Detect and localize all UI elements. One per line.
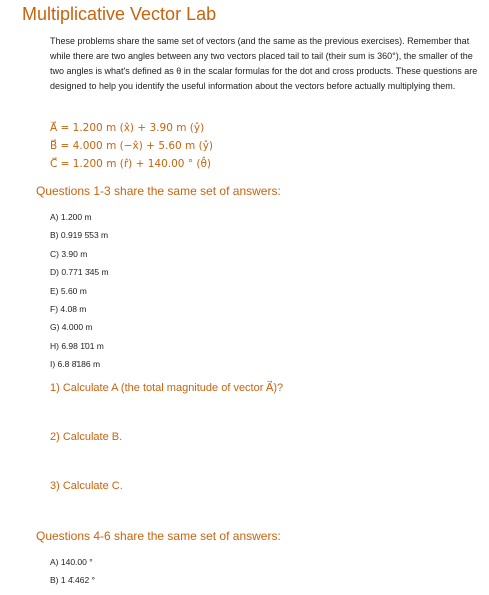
option-item: B) 0.919 5̄53 m bbox=[50, 230, 109, 241]
option-item: C) 3.90 m bbox=[50, 248, 88, 259]
option-item: D) 0.771 3̄45 m bbox=[50, 267, 109, 278]
option-item: E) 5.60 m bbox=[50, 285, 87, 296]
option-item: A) 140.00 ° bbox=[50, 557, 93, 567]
vector-c-equation: C⃗ = 1.200 m (r̂) + 140.00 ° (θ̂) bbox=[50, 158, 212, 170]
question-2: 2) Calculate B. bbox=[50, 431, 123, 443]
group2-options bbox=[50, 553, 95, 590]
intro-text: These problems share the same set of vectors (and the same as the previous exercises). Remember that while there are two angles between any two vectors placed tail to tail (their sum is 360°), the smaller of the two angles is what's defined as θ in the scalar formulas for the dot and cross products. These questions are designed to help you identify the useful information about the vectors before actually multiplying them. bbox=[50, 36, 478, 91]
option-item: B) 1 4̄.462 ° bbox=[50, 575, 95, 586]
vector-a-equation: A⃗ = 1.200 m (x̂) + 3.90 m (ŷ) bbox=[50, 122, 205, 134]
page-title: Multiplicative Vector Lab bbox=[22, 4, 217, 24]
intro-paragraph bbox=[50, 34, 478, 94]
vector-b-equation: B⃗ = 4.000 m (−x̂) + 5.60 m (ŷ) bbox=[50, 140, 214, 152]
group1-options bbox=[50, 208, 109, 374]
option-item: H) 6.98 1̄01 m bbox=[50, 340, 104, 351]
option-item: G) 4.000 m bbox=[50, 322, 93, 333]
group2-heading: Questions 4-6 share the same set of answers: bbox=[36, 529, 281, 543]
vector-definitions bbox=[50, 119, 213, 173]
option-item: A) 1.200 m bbox=[50, 212, 92, 222]
group1-heading: Questions 1-3 share the same set of answers: bbox=[36, 184, 281, 198]
question-3: 3) Calculate C. bbox=[50, 480, 123, 492]
option-item: F) 4.08 m bbox=[50, 304, 87, 315]
option-item: I) 6.8 8̄186 m bbox=[50, 359, 101, 370]
question-1: 1) Calculate A (the total magnitude of vector A⃗)? bbox=[50, 382, 284, 394]
